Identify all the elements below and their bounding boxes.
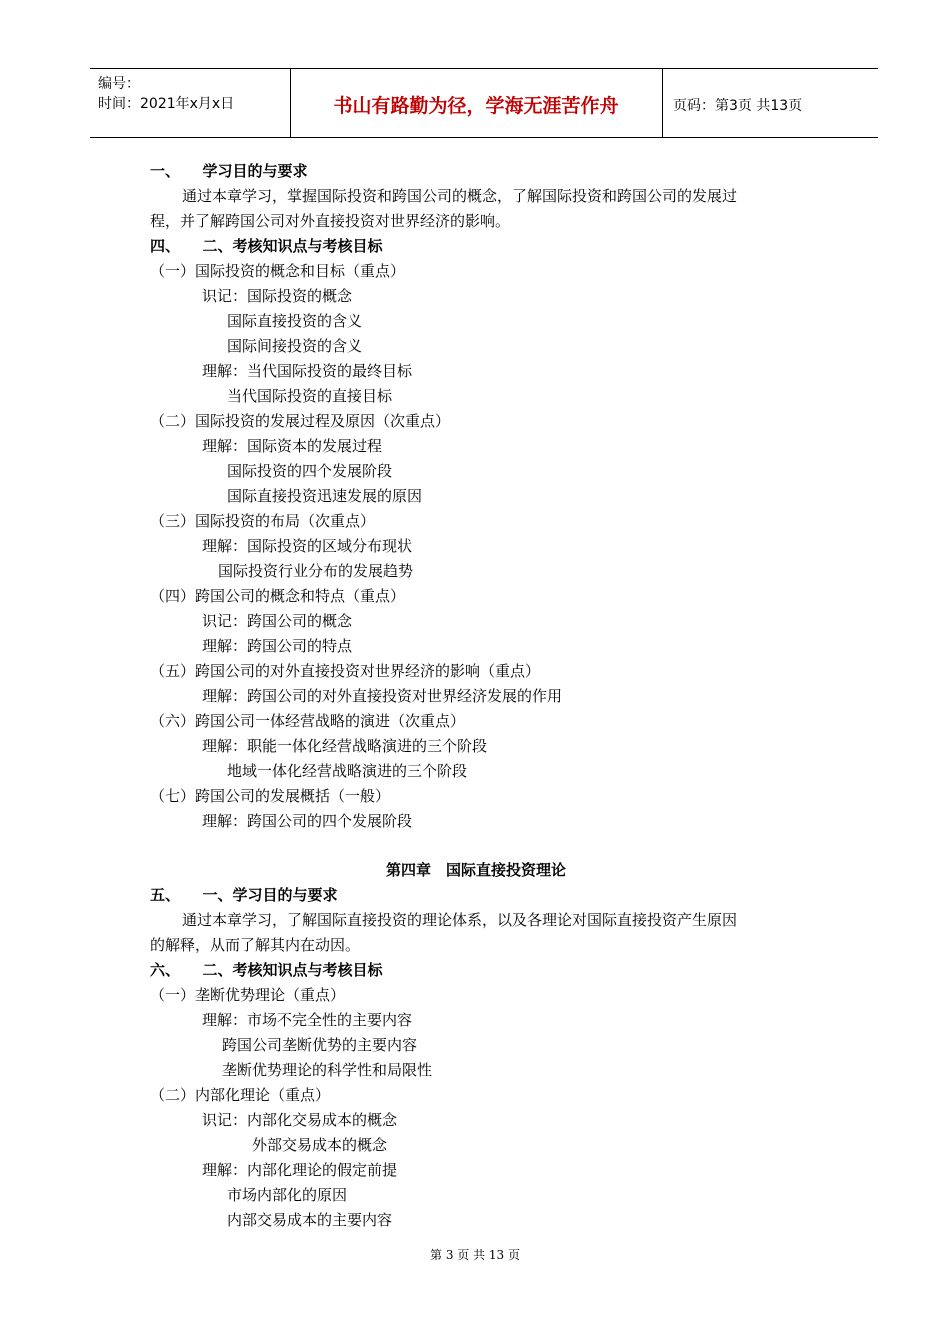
outline-item: 理解：国际资本的发展过程 [202,437,383,455]
outline-item: 理解：跨国公司的特点 [202,637,353,655]
header-center-cell [290,69,663,137]
outline-item: 识记：国际投资的概念 [202,287,353,305]
outline-item: 外部交易成本的概念 [252,1136,388,1154]
topic-heading: （二）内部化理论（重点） [150,1086,331,1104]
document-number-label: 编号： [98,76,140,92]
outline-item: 市场内部化的原因 [227,1186,348,1204]
outline-item: 垄断优势理论的科学性和局限性 [222,1061,433,1079]
topic-heading: （七）跨国公司的发展概括（一般） [150,787,391,805]
outline-item: 理解：内部化理论的假定前提 [202,1161,398,1179]
paragraph-line: 通过本章学习，掌握国际投资和跨国公司的概念，了解国际投资和跨国公司的发展过 [182,187,738,205]
page-footer: 第 3 页 共 13 页 [430,1248,520,1262]
outline-item: 国际投资的四个发展阶段 [227,462,393,480]
topic-heading: （一）国际投资的概念和目标（重点） [150,262,406,280]
section-heading: 六、 二、考核知识点与考核目标 [150,961,383,979]
outline-item: 国际间接投资的含义 [227,337,363,355]
header-table [90,68,878,138]
document-time-label: 时间：2021年x月x日 [98,96,235,112]
section-heading: 五、 一、学习目的与要求 [150,886,338,904]
outline-item: 理解：跨国公司的四个发展阶段 [202,812,413,830]
section-heading: 四、 二、考核知识点与考核目标 [150,237,383,255]
paragraph-line: 通过本章学习，了解国际直接投资的理论体系，以及各理论对国际直接投资产生原因 [182,911,738,929]
header-page-info: 页码：第3页 共13页 [673,98,803,114]
outline-item: 国际投资行业分布的发展趋势 [218,562,414,580]
outline-item: 国际直接投资的含义 [227,312,363,330]
header-motto: 书山有路勤为径，学海无涯苦作舟 [333,95,619,117]
outline-item: 地域一体化经营战略演进的三个阶段 [227,762,468,780]
outline-item: 内部交易成本的主要内容 [227,1211,393,1229]
outline-item: 理解：当代国际投资的最终目标 [202,362,413,380]
outline-item: 识记：内部化交易成本的概念 [202,1111,398,1129]
outline-item: 理解：职能一体化经营战略演进的三个阶段 [202,737,488,755]
outline-item: 跨国公司垄断优势的主要内容 [222,1036,418,1054]
outline-item: 理解：跨国公司的对外直接投资对世界经济发展的作用 [202,687,563,705]
header-left-cell [90,69,291,137]
topic-heading: （一）垄断优势理论（重点） [150,986,346,1004]
topic-heading: （三）国际投资的布局（次重点） [150,512,376,530]
outline-item: 国际直接投资迅速发展的原因 [227,487,423,505]
outline-item: 理解：市场不完全性的主要内容 [202,1011,413,1029]
header-right-cell [663,69,878,137]
chapter-title: 第四章 国际直接投资理论 [386,861,567,879]
paragraph-line: 的解释，从而了解其内在动因。 [150,936,361,954]
topic-heading: （二）国际投资的发展过程及原因（次重点） [150,412,451,430]
outline-item: 当代国际投资的直接目标 [227,387,393,405]
section-heading: 一、 学习目的与要求 [150,162,308,180]
outline-item: 识记：跨国公司的概念 [202,612,353,630]
topic-heading: （五）跨国公司的对外直接投资对世界经济的影响（重点） [150,662,541,680]
paragraph-line: 程，并了解跨国公司对外直接投资对世界经济的影响。 [150,212,511,230]
topic-heading: （六）跨国公司一体经营战略的演进（次重点） [150,712,466,730]
topic-heading: （四）跨国公司的概念和特点（重点） [150,587,406,605]
outline-item: 理解：国际投资的区域分布现状 [202,537,413,555]
